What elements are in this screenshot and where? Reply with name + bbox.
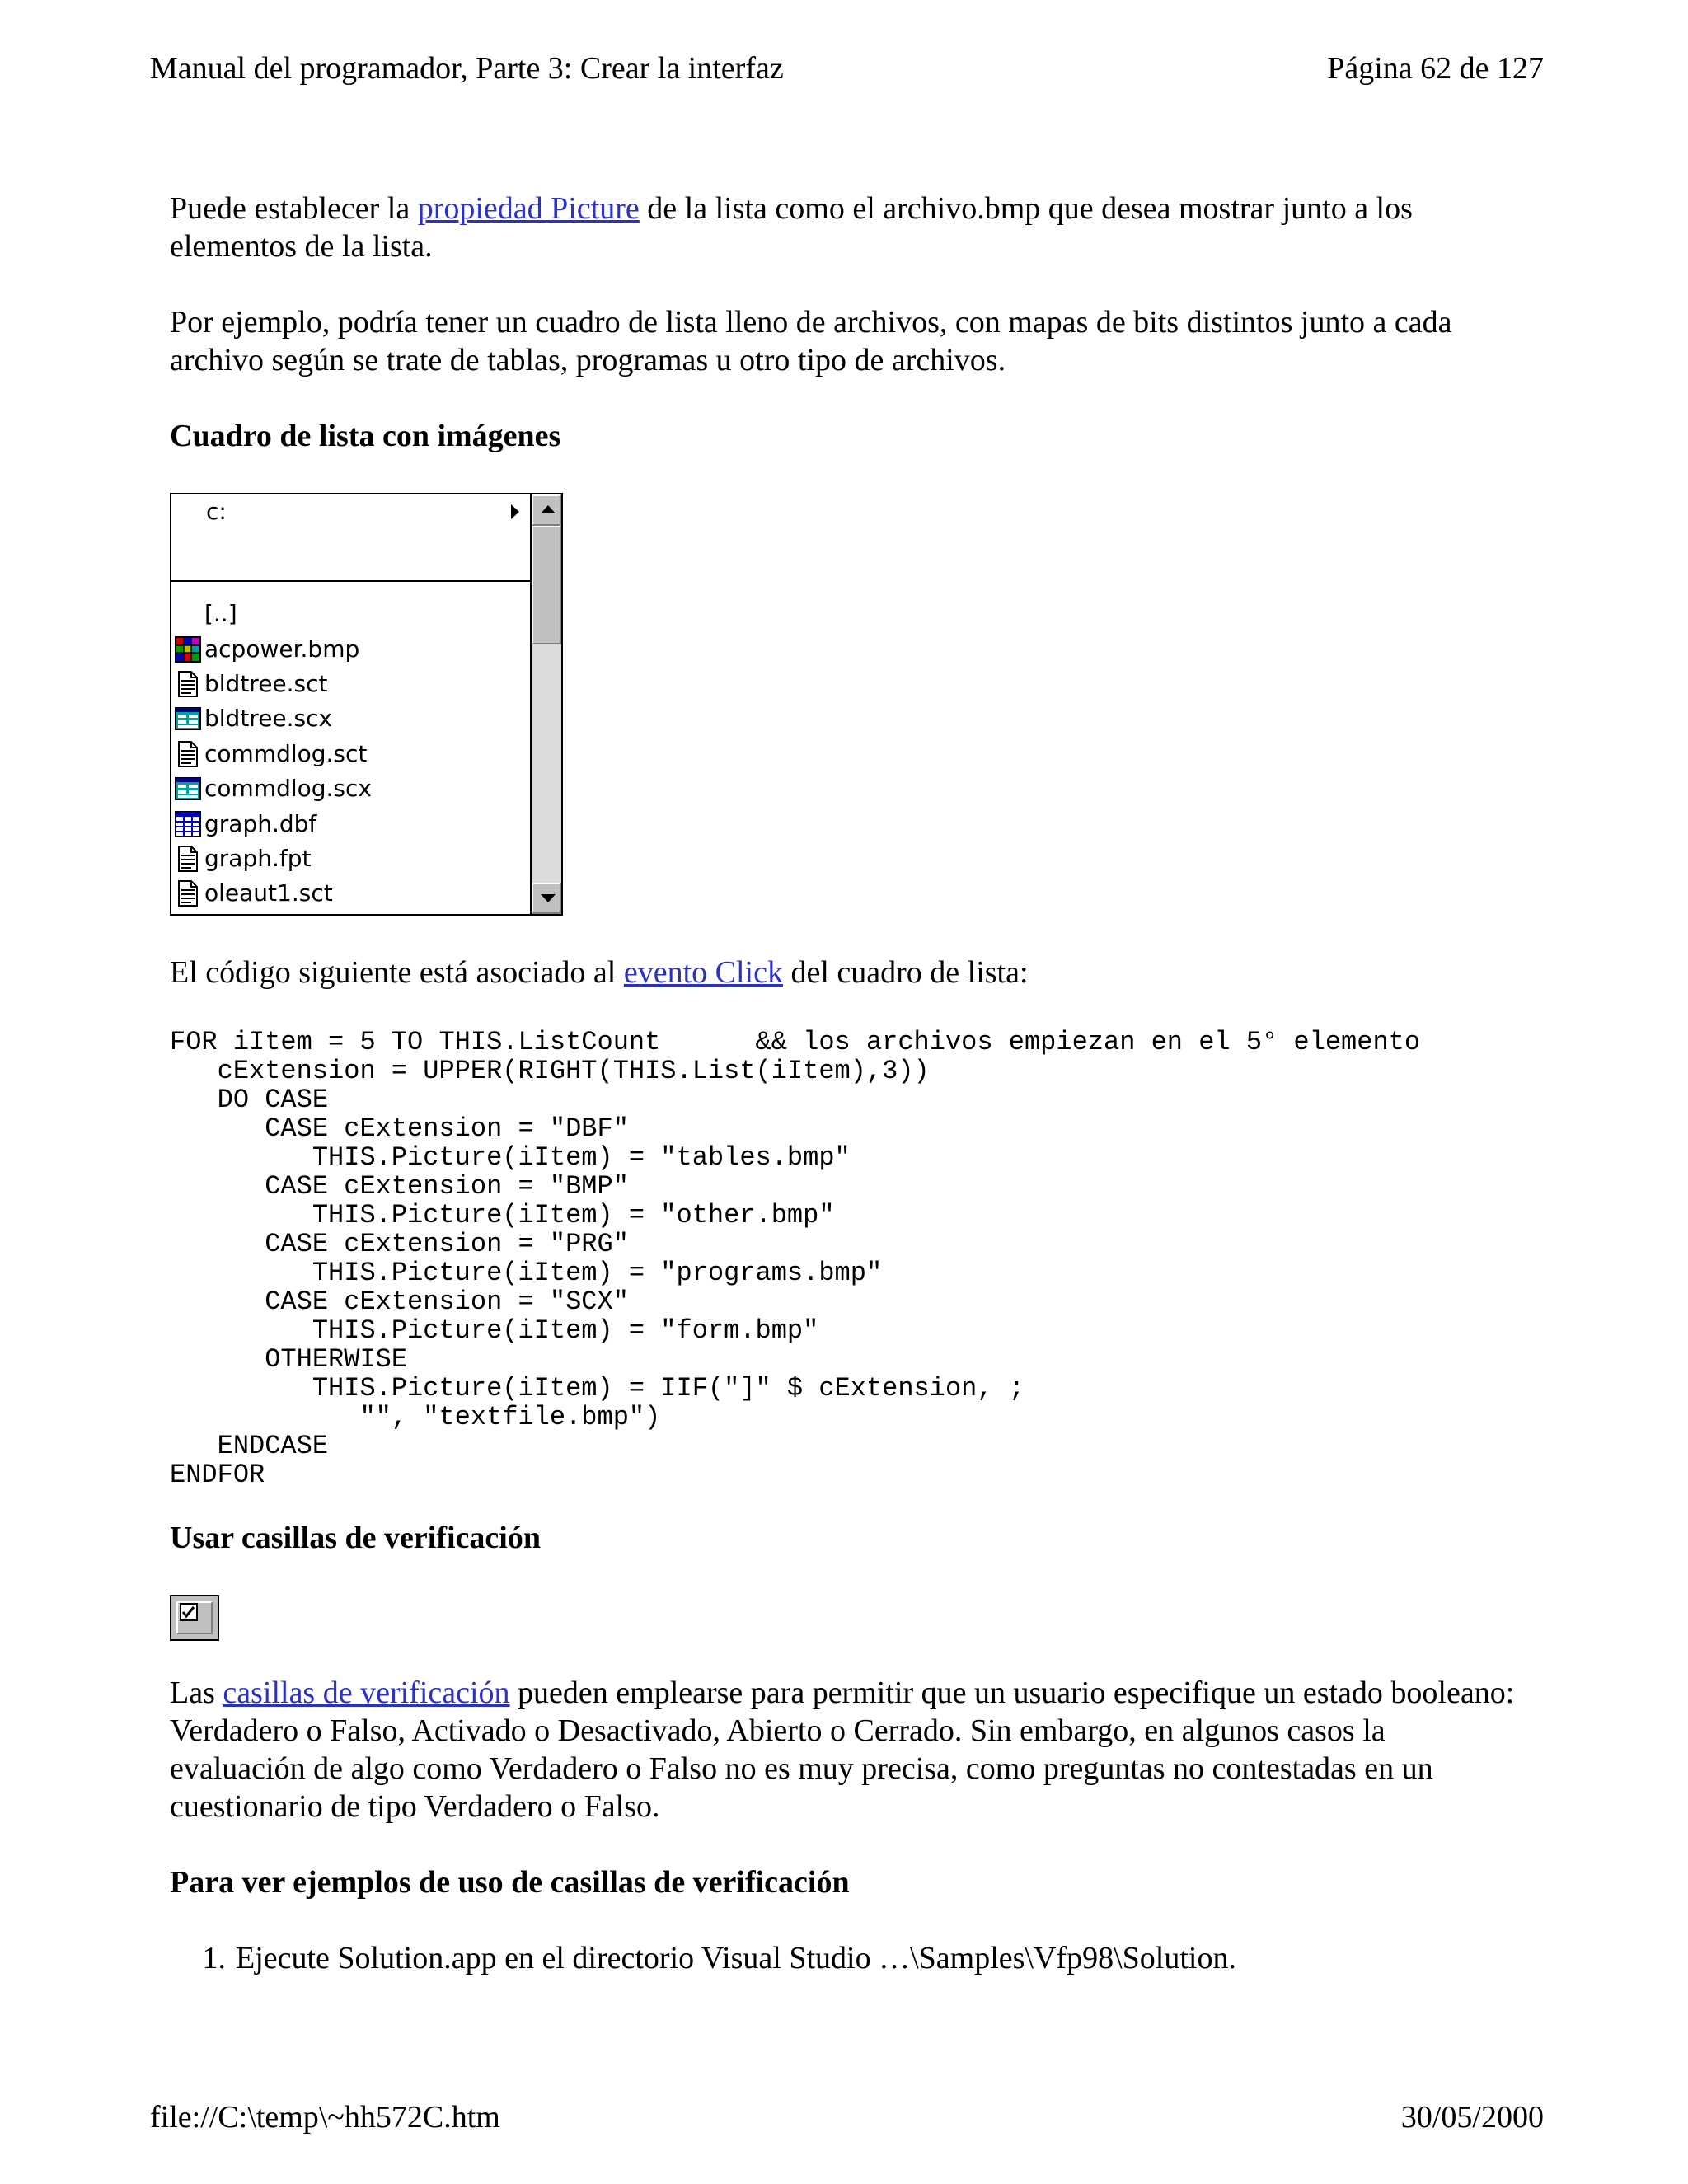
page-content [170, 190, 1522, 1977]
click-before: El código siguiente está asociado al [170, 955, 624, 990]
scroll-down-button[interactable] [532, 883, 561, 914]
step-text: Ejecute Solution.app en el directorio Visual Studio …\Samples\Vfp98\Solution. [236, 1941, 1236, 1975]
list-item-label: bldtree.sct [204, 669, 328, 697]
form-icon [175, 776, 201, 802]
list-item[interactable] [175, 737, 529, 771]
scroll-up-button[interactable] [532, 494, 561, 526]
bitmap-icon [175, 636, 201, 663]
scroll-thumb[interactable] [532, 526, 561, 644]
steps-list [170, 1939, 1522, 1977]
page-footer [150, 2098, 1544, 2136]
text-file-icon [175, 741, 201, 767]
header-page-number: Página 62 de 127 [1327, 51, 1544, 86]
checkboxes-link[interactable]: casillas de verificación [223, 1675, 510, 1710]
list-item-label: acpower.bmp [204, 635, 360, 663]
text-file-icon [175, 671, 201, 697]
list-item[interactable] [175, 701, 529, 736]
intro-paragraph-1 [170, 190, 1522, 265]
checkbox-paragraph [170, 1674, 1522, 1825]
checkbox-before: Las [170, 1675, 223, 1710]
listbox-drive-area[interactable] [171, 494, 531, 582]
checkbox-after: pueden emplearse para permitir que un usuario especifique un estado booleano: Verdadero o Falso, Activado o Desactivado, Abierto o Cerrado. Sin embargo, en algunos casos la evaluación de algo como Verdadero o Falso no es muy precisa, como preguntas no contestadas en un cuestionario de tipo Verdadero o Falso. [170, 1675, 1515, 1824]
header-title: Manual del programador, Parte 3: Crear la interfaz [150, 51, 784, 86]
drive-label: c: [206, 498, 227, 525]
scroll-track[interactable] [532, 644, 561, 883]
list-item[interactable] [175, 841, 529, 876]
arrow-up-icon [541, 505, 556, 513]
list-item-label: oleaut1.sct [204, 879, 333, 907]
form-icon [175, 705, 201, 732]
list-item-label: [..] [204, 600, 237, 628]
list-item-label: graph.dbf [204, 809, 317, 837]
listbox-items [175, 597, 529, 912]
list-item[interactable] [175, 876, 529, 911]
intro-paragraph-2: Por ejemplo, podría tener un cuadro de lista lleno de archivos, con mapas de bits distintos junto a cada archivo según se trate de tablas, programas u otro tipo de archivos. [170, 305, 1452, 377]
list-item [170, 1939, 1522, 1977]
list-item[interactable] [175, 806, 529, 841]
intro1-before: Puede establecer la [170, 191, 418, 226]
list-item[interactable] [175, 667, 529, 701]
checkbox-checked-icon [180, 1603, 198, 1621]
arrow-down-icon [541, 894, 556, 902]
text-file-icon [175, 880, 201, 907]
table-icon [175, 811, 201, 837]
list-item-label: graph.fpt [204, 844, 312, 872]
arrow-right-icon[interactable] [511, 504, 519, 519]
checkbox-tool-icon [170, 1595, 219, 1641]
picture-property-link[interactable]: propiedad Picture [417, 191, 640, 226]
intro1-after: de la lista como el archivo.bmp que desea mostrar junto a los elementos de la lista. [170, 191, 1413, 264]
list-item-label: commdlog.sct [204, 739, 368, 767]
section-title-checkboxes: Usar casillas de verificación [170, 1521, 541, 1555]
click-after: del cuadro de lista: [782, 955, 1029, 990]
click-event-link[interactable]: evento Click [623, 955, 783, 990]
text-file-icon [175, 846, 201, 872]
section-title-checkbox-examples: Para ver ejemplos de uso de casillas de verificación [170, 1865, 850, 1900]
page-header [150, 49, 1544, 87]
section-title-listbox: Cuadro de lista con imágenes [170, 419, 561, 453]
list-item[interactable] [175, 771, 529, 806]
listbox-scrollbar[interactable] [530, 494, 561, 914]
list-item-label: commdlog.scx [204, 775, 372, 803]
list-item[interactable] [175, 631, 529, 666]
listbox-example[interactable] [170, 493, 563, 916]
step-number: 1. [202, 1941, 226, 1975]
list-item[interactable] [175, 597, 529, 631]
footer-file-path: file://C:\temp\~hh572C.htm [150, 2100, 500, 2135]
blank-icon [175, 601, 201, 627]
code-block: FOR iItem = 5 TO THIS.ListCount && los archivos empiezan en el 5° elemento cExtension = UPPER(RIGHT(THIS.List(iItem),3)) DO CASE CASE cExtension = "DBF" THIS.Picture(iItem) = "tables.bmp" CASE cExtension = "BMP" THIS.Picture(iItem) = "other.bmp" CASE cExtension = "PRG" THIS.Picture(iItem) = "programs.bmp" CASE cExtension = "SCX" THIS.Picture(iItem) = "form.bmp" OTHERWISE THIS.Picture(iItem) = IIF("]" $ cExtension, ; "", "textfile.bmp") ENDCASE ENDFOR [170, 1027, 1421, 1490]
click-event-paragraph [170, 954, 1522, 991]
list-item-label: bldtree.scx [204, 705, 333, 733]
footer-date: 30/05/2000 [1400, 2100, 1544, 2135]
